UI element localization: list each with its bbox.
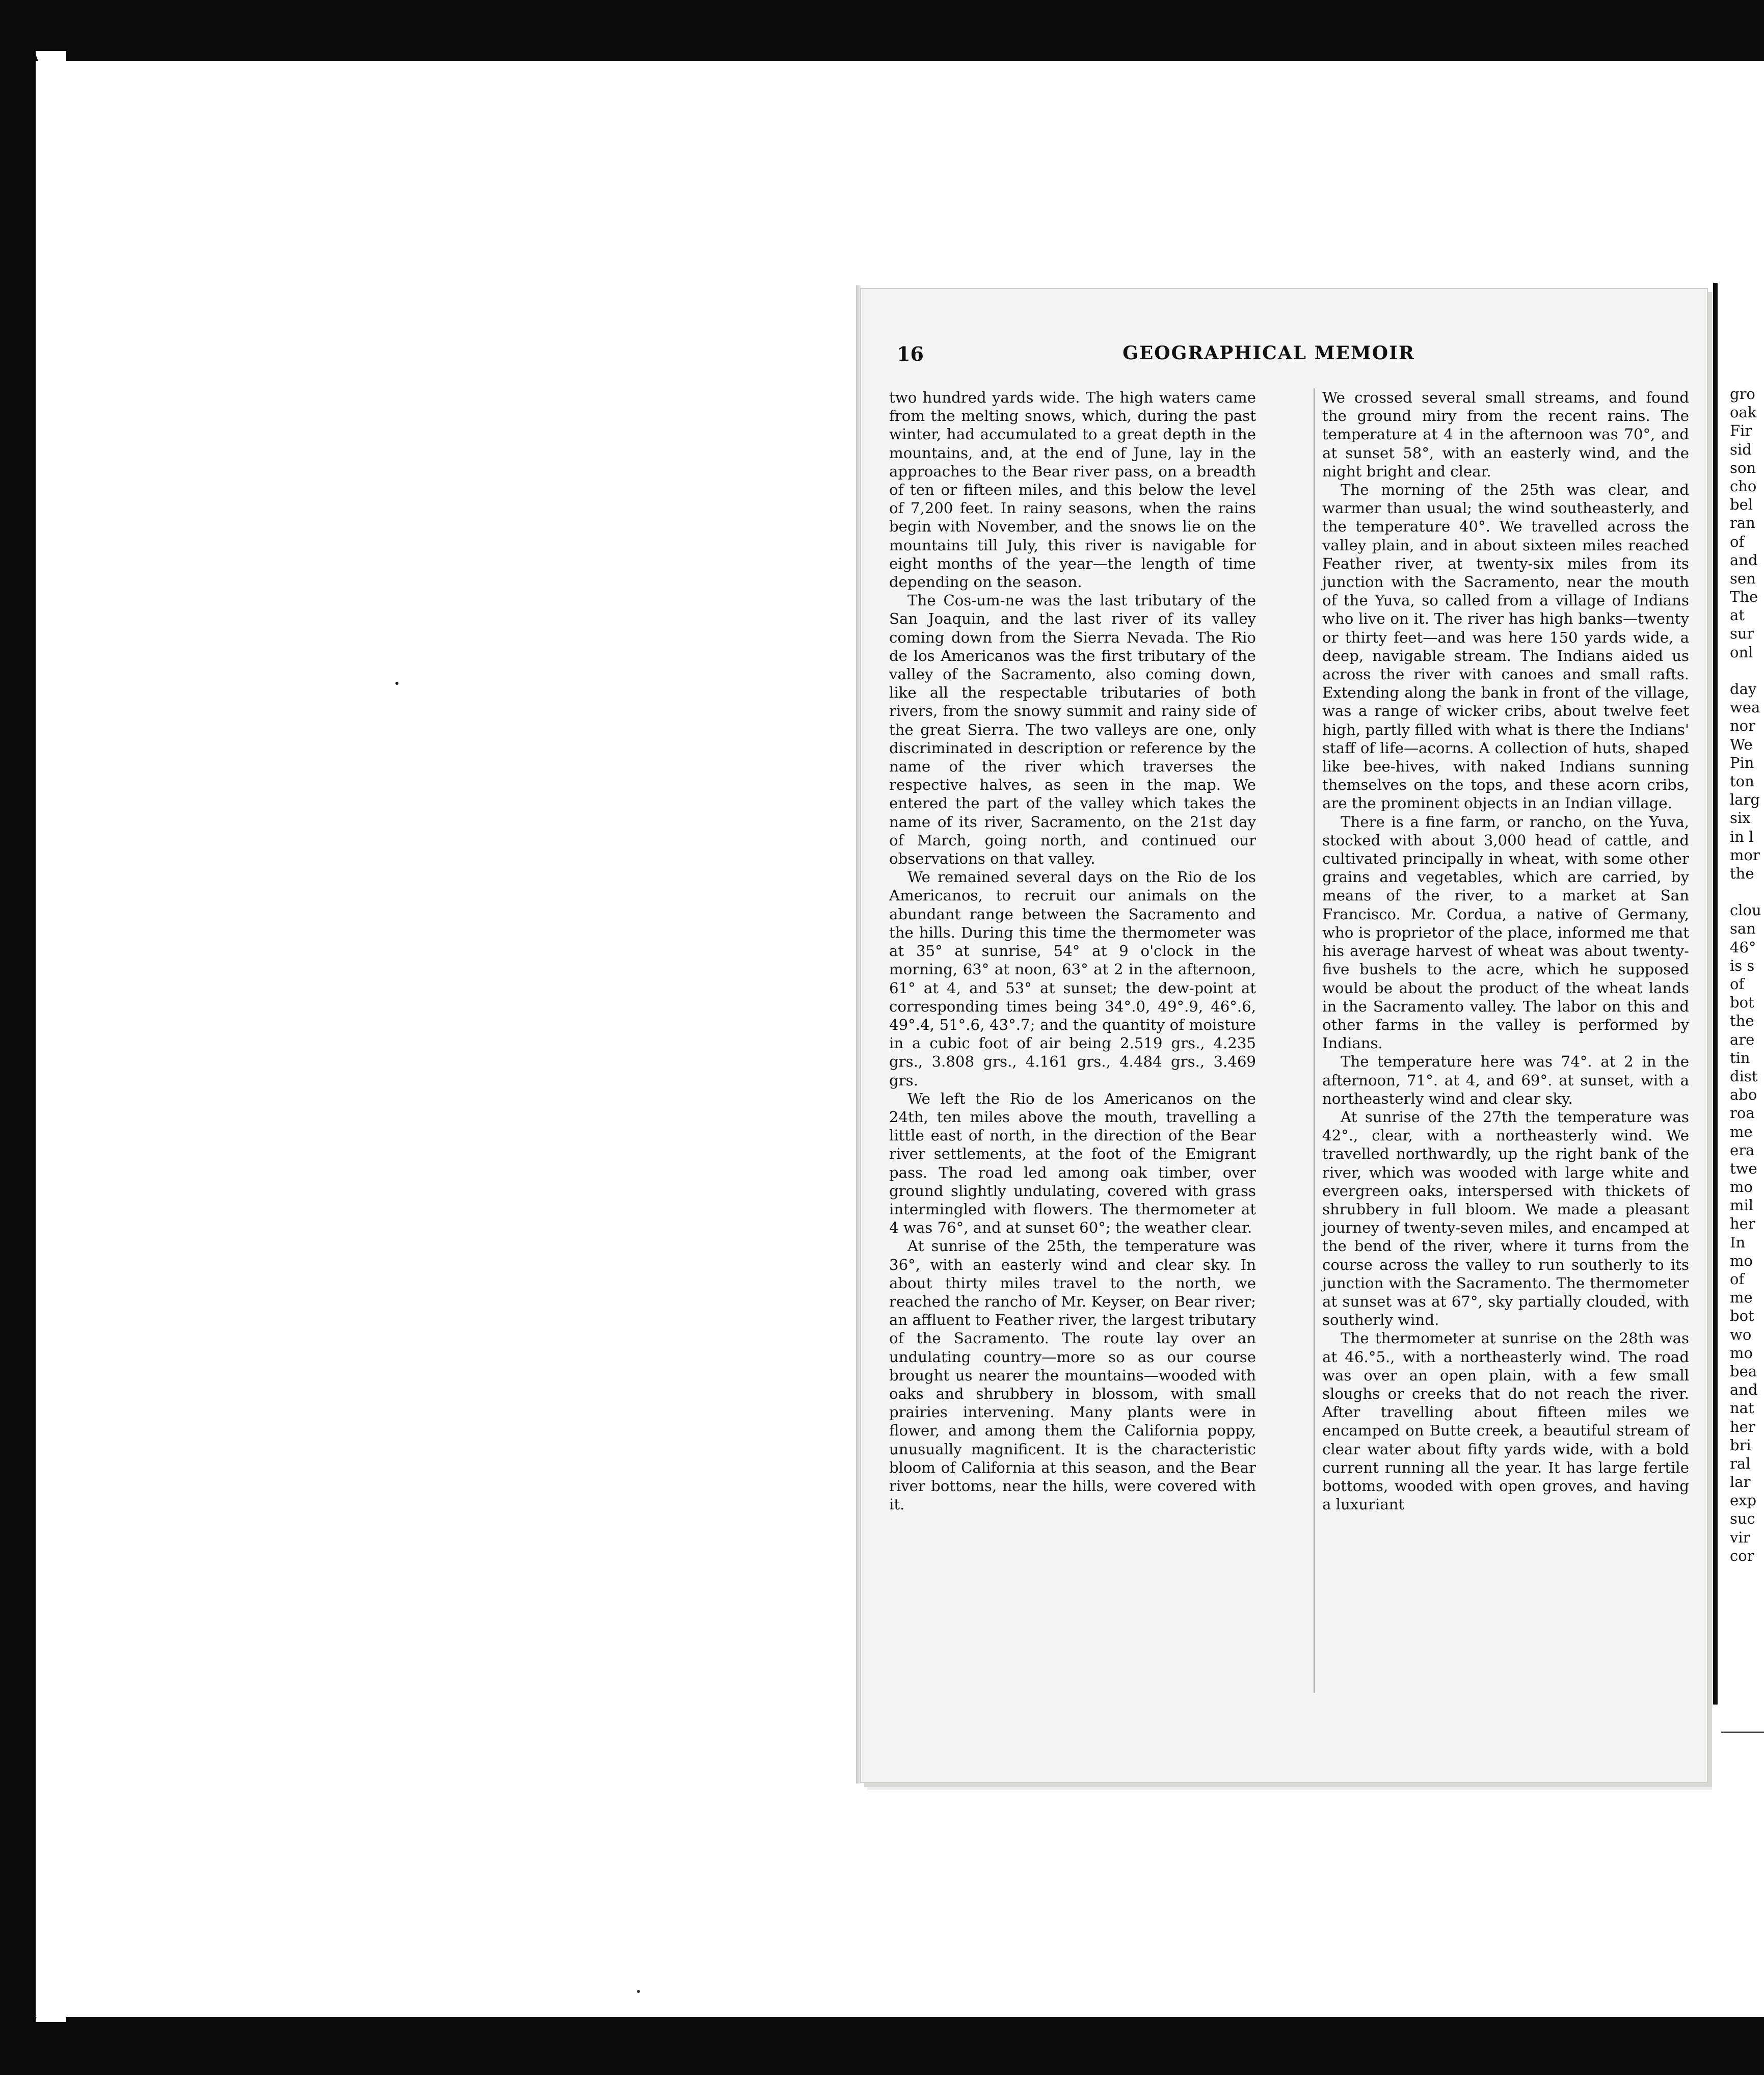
- neighbor-line-fragment: wea: [1730, 699, 1760, 716]
- neighbor-line-fragment: bri: [1730, 1436, 1751, 1454]
- scan-top-border: [0, 0, 1764, 61]
- neighbor-line-fragment: sen: [1730, 569, 1756, 587]
- neighbor-line-fragment: six: [1730, 809, 1751, 827]
- neighbor-line-fragment: ton: [1730, 772, 1754, 790]
- dust-speck: [637, 1990, 640, 1993]
- neighbor-line-fragment: bel: [1730, 496, 1753, 514]
- paragraph: At sunrise of the 25th, the temperature was 36°, with an easterly wind and clear sky. In about thirty miles travel to the north, we reached the rancho of Mr. Keyser, on Bear river; an affluent to Feather river, the largest tributary of the Sacramento. The route lay over an undulating country—more so as our course brought us nearer the mountains—wooded with oaks and shrubbery in blossom, with small prairies intervening. Many plants were in flower, and among them the California poppy, unusually magnificent. It is the characteristic bloom of California at this season, and the Bear river bottoms, near the hills, were covered with it.: [889, 1237, 1256, 1513]
- book-gutter: [1713, 283, 1718, 1705]
- neighbor-line-fragment: lar: [1730, 1473, 1751, 1491]
- neighbor-line-fragment: mo: [1730, 1178, 1753, 1196]
- neighbor-line-fragment: The: [1730, 588, 1758, 606]
- neighbor-line-fragment: abo: [1730, 1086, 1757, 1104]
- neighbor-line-fragment: and: [1730, 1381, 1758, 1399]
- neighbor-line-fragment: 46°: [1730, 938, 1756, 956]
- neighbor-line-fragment: roa: [1730, 1104, 1755, 1122]
- dust-speck: [395, 682, 398, 685]
- neighbor-line-fragment: of: [1730, 1270, 1745, 1288]
- scan-left-border: [0, 0, 36, 2075]
- neighbor-page-text: [1730, 385, 1764, 1565]
- neighbor-line-fragment: mo: [1730, 1344, 1753, 1362]
- paragraph: The Cos-um-ne was the last tributary of the San Joaquin, and the last river of its valley coming down from the Sierra Nevada. The Rio de los Americanos was the first tributary of the valley of the Sacramento, also coming down, like all the respectable tributaries of both rivers, from the snowy summit and rainy side of the great Sierra. The two valleys are one, only discriminated in description or reference by the name of the river which traverses the respective halves, as seen in the map. We entered the part of the valley which takes the name of its river, Sacramento, on the 21st day of March, going north, and continued our observations on that valley.: [889, 592, 1256, 868]
- neighbor-line-fragment: exp: [1730, 1492, 1757, 1509]
- neighbor-line-fragment: era: [1730, 1141, 1755, 1159]
- page-edge-mark: [1721, 1732, 1764, 1733]
- paragraph: We remained several days on the Rio de los Americanos, to recruit our animals on the abundant range between the Sacramento and the hills. During this time the thermometer was at 35° at sunrise, 54° at 9 o'clock in the morning, 63° at noon, 63° at 2 in the afternoon, 61° at 4, and 53° at sunset; the dew-point at corresponding times being 34°.0, 49°.9, 46°.6, 49°.4, 51°.6, 43°.7; and the quantity of moisture in a cubic foot of air being 2.519 grs., 4.235 grs., 3.808 grs., 4.161 grs., 4.484 grs., 3.469 grs.: [889, 868, 1256, 1089]
- neighbor-line-fragment: We: [1730, 735, 1753, 753]
- text-column-right: [1322, 388, 1689, 1513]
- neighbor-line-fragment: me: [1730, 1123, 1753, 1140]
- running-head: GEOGRAPHICAL MEMOIR: [1122, 342, 1415, 364]
- neighbor-line-fragment: cor: [1730, 1547, 1754, 1564]
- neighbor-line-fragment: bot: [1730, 1307, 1754, 1325]
- paragraph: The morning of the 25th was clear, and warmer than usual; the wind southeasterly, and the temperature 40°. We travelled across the valley plain, and in about sixteen miles reached Feather river, at twenty-six miles from its junction with the Sacramento, near the mouth of the Yuva, so called from a village of Indians who live on it. The river has high banks—twenty or thirty feet—and was here 150 yards wide, a deep, navigable stream. The Indians aided us across the river with canoes and small rafts. Extending along the bank in front of the village, was a range of wicker cribs, about twelve feet high, partly filled with what is there the Indians' staff of life—acorns. A collection of huts, shaped like bee-hives, with naked Indians sunning themselves on the tops, and these acorn cribs, are the prominent objects in an Indian village.: [1322, 481, 1689, 812]
- scan-bottom-border: [0, 2017, 1764, 2075]
- neighbor-line-fragment: Pin: [1730, 754, 1754, 772]
- neighbor-line-fragment: sur: [1730, 625, 1754, 643]
- paragraph: We crossed several small streams, and found the ground miry from the recent rains. The temperature at 4 in the afternoon was 70°, and at sunset 58°, with an easterly wind, and the night bright and clear.: [1322, 389, 1689, 480]
- neighbor-line-fragment: day: [1730, 680, 1757, 698]
- neighbor-line-fragment: in l: [1730, 828, 1754, 845]
- page-header: [897, 342, 1641, 368]
- neighbor-line-fragment: larg: [1730, 791, 1760, 809]
- neighbor-line-fragment: clou: [1730, 901, 1761, 919]
- neighbor-line-fragment: onl: [1730, 643, 1753, 661]
- neighbor-line-fragment: [1730, 661, 1764, 680]
- page-number: 16: [897, 342, 924, 365]
- neighbor-line-fragment: mil: [1730, 1196, 1754, 1214]
- scan-corner-bottom: [36, 2007, 66, 2022]
- neighbor-line-fragment: wo: [1730, 1325, 1752, 1343]
- neighbor-line-fragment: at: [1730, 606, 1745, 624]
- paragraph: The thermometer at sunrise on the 28th was at 46.°5., with a northeasterly wind. The road was over an open plain, with a few small sloughs or creeks that do not reach the river. After travelling about fifteen miles we encamped on Butte creek, a beautiful stream of clear water about fifty yards wide, with a bold current running all the year. It has large fertile bottoms, wooded with open groves, and having a luxuriant: [1322, 1329, 1689, 1513]
- neighbor-line-fragment: and: [1730, 551, 1758, 569]
- neighbor-line-fragment: dist: [1730, 1067, 1758, 1085]
- neighbor-line-fragment: are: [1730, 1030, 1755, 1048]
- neighbor-line-fragment: bea: [1730, 1362, 1757, 1380]
- neighbor-line-fragment: sid: [1730, 440, 1752, 458]
- neighbor-line-fragment: her: [1730, 1215, 1755, 1233]
- text-column-left: [889, 388, 1256, 1513]
- neighbor-line-fragment: of: [1730, 533, 1745, 550]
- neighbor-line-fragment: oak: [1730, 404, 1757, 421]
- neighbor-line-fragment: Fir: [1730, 422, 1752, 440]
- paragraph: two hundred yards wide. The high waters came from the melting snows, which, during the past winter, had accumulated to a great depth in the mountains, and, at the end of June, lay in the approaches to the Bear river pass, on a breadth of ten or fifteen miles, and this below the level of 7,200 feet. In rainy seasons, when the rains begin with November, and the snows lie on the mountains till July, this river is navigable for eight months of the year—the length of time depending on the season.: [889, 389, 1256, 591]
- neighbor-line-fragment: [1730, 883, 1764, 901]
- neighbor-line-fragment: nor: [1730, 717, 1755, 735]
- neighbor-line-fragment: her: [1730, 1418, 1755, 1435]
- column-divider: [1314, 388, 1315, 1693]
- neighbor-line-fragment: mo: [1730, 1252, 1753, 1269]
- neighbor-line-fragment: tin: [1730, 1049, 1750, 1067]
- neighbor-line-fragment: me: [1730, 1289, 1753, 1307]
- neighbor-line-fragment: vir: [1730, 1528, 1750, 1546]
- neighbor-line-fragment: san: [1730, 920, 1756, 938]
- neighbor-line-fragment: twe: [1730, 1159, 1757, 1177]
- neighbor-line-fragment: son: [1730, 459, 1756, 476]
- neighbor-line-fragment: cho: [1730, 477, 1757, 495]
- paragraph: The temperature here was 74°. at 2 in the afternoon, 71°. at 4, and 69°. at sunset, with a northeasterly wind and clear sky.: [1322, 1053, 1689, 1107]
- neighbor-line-fragment: In: [1730, 1233, 1746, 1251]
- book-page: [860, 288, 1708, 1783]
- neighbor-line-fragment: gro: [1730, 385, 1755, 403]
- neighbor-line-fragment: the: [1730, 1012, 1754, 1030]
- neighbor-line-fragment: of: [1730, 975, 1745, 993]
- neighbor-line-fragment: is s: [1730, 956, 1755, 974]
- neighbor-line-fragment: mor: [1730, 846, 1760, 864]
- neighbor-line-fragment: nat: [1730, 1399, 1754, 1417]
- paragraph: There is a fine farm, or rancho, on the Yuva, stocked with about 3,000 head of cattle, and cultivated principally in wheat, with some other grains and vegetables, which are carried, by means of the river, to a market at San Francisco. Mr. Cordua, a native of Germany, who is proprietor of the place, informed me that his average harvest of wheat was about twenty-five bushels to the acre, which he supposed would be about the product of the wheat lands in the Sacramento valley. The labor on this and other farms in the valley is performed by Indians.: [1322, 813, 1689, 1052]
- paragraph: At sunrise of the 27th the temperature was 42°., clear, with a northeasterly wind. We travelled northwardly, up the right bank of the river, which was wooded with large white and evergreen oaks, interspersed with thickets of shrubbery in full bloom. We made a pleasant journey of twenty-seven miles, and encamped at the bend of the river, where it turns from the course across the valley to run southerly to its junction with the Sacramento. The thermometer at sunset was at 67°, sky partially clouded, with southerly wind.: [1322, 1108, 1689, 1329]
- paragraph: We left the Rio de los Americanos on the 24th, ten miles above the mouth, travelling a little east of north, in the direction of the Bear river settlements, at the foot of the Emigrant pass. The road led among oak timber, over ground slightly undulating, covered with grass intermingled with flowers. The thermometer at 4 was 76°, and at sunset 60°; the weather clear.: [889, 1089, 1256, 1237]
- neighbor-line-fragment: bot: [1730, 994, 1754, 1012]
- neighbor-line-fragment: suc: [1730, 1510, 1755, 1528]
- neighbor-line-fragment: ran: [1730, 514, 1755, 532]
- neighbor-line-fragment: ral: [1730, 1454, 1751, 1472]
- neighbor-line-fragment: the: [1730, 864, 1754, 882]
- scan-corner-top: [36, 51, 66, 71]
